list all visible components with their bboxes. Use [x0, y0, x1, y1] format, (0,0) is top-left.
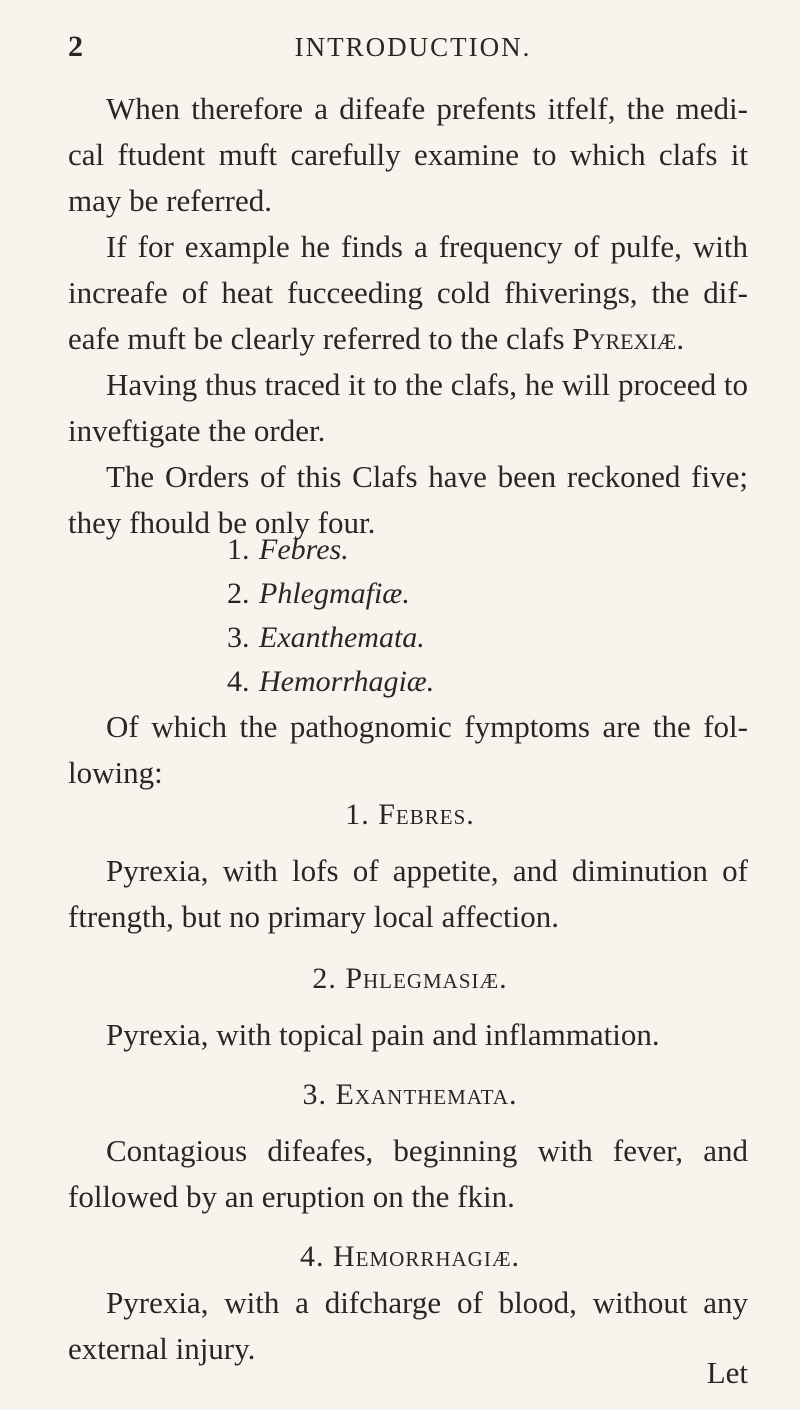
definition-text: Pyrexia, with topical pain and inflammation. — [106, 1017, 660, 1052]
list-item-number: 3. — [227, 621, 250, 654]
paragraph — [68, 224, 748, 362]
list-item-name: Febres. — [259, 533, 349, 566]
orders-list — [227, 528, 434, 704]
paragraph: When therefore a difeafe prefents itfelf, the medi-cal ftudent muft carefully examine to which clafs it may be referred. — [68, 91, 748, 218]
paragraph: Of which the pathognomic fymptoms are the fol-lowing: — [68, 709, 748, 790]
list-item — [227, 572, 434, 616]
paragraph: The Orders of this Clafs have been reckoned five; they fhould be only four. — [68, 459, 748, 540]
symptoms-intro — [68, 704, 748, 796]
main-text — [68, 86, 748, 546]
page-header — [0, 28, 800, 68]
list-item — [227, 616, 434, 660]
definition-text: Pyrexia, with lofs of appetite, and diminution of ftrength, but no primary local affection. — [68, 853, 748, 934]
section-definition — [68, 1280, 748, 1372]
paragraph: Having thus traced it to the clafs, he will proceed to inveftigate the order. — [68, 367, 748, 448]
section-heading-febres: 1. Febres. — [345, 798, 475, 831]
section-heading-exanthemata: 3. Exanthemata. — [302, 1078, 518, 1111]
list-item — [227, 660, 434, 704]
class-name-pyrexiae: Pyrexiæ. — [572, 321, 685, 356]
list-item-number: 1. — [227, 533, 250, 566]
section-definition — [68, 1128, 748, 1220]
list-item-name: Hemorrhagiæ. — [259, 665, 435, 698]
list-item-name: Exanthemata. — [259, 621, 425, 654]
section-definition — [68, 1012, 748, 1058]
list-item-name: Phlegmafiæ. — [259, 577, 410, 610]
list-item-number: 4. — [227, 665, 250, 698]
section-definition — [68, 848, 748, 940]
page-number: 2 — [68, 30, 83, 63]
list-item-number: 2. — [227, 577, 250, 610]
catchword: Let — [706, 1355, 748, 1390]
section-heading-phlegmasiae: 2. Phlegmasiæ. — [312, 962, 508, 995]
definition-text: Pyrexia, with a difcharge of blood, without any external injury. — [68, 1285, 748, 1366]
running-head: INTRODUCTION. — [294, 32, 532, 62]
section-heading-hemorrhagiae: 4. Hemorrhagiæ. — [299, 1240, 520, 1273]
definition-text: Contagious difeafes, beginning with fever, and followed by an eruption on the fkin. — [68, 1133, 748, 1214]
list-item — [227, 528, 434, 572]
paragraph-text: If for example he finds a frequency of pulfe, with increafe of heat fucceeding cold fhiverings, the dif-eafe muft be clearly referred to the clafs — [68, 229, 748, 356]
